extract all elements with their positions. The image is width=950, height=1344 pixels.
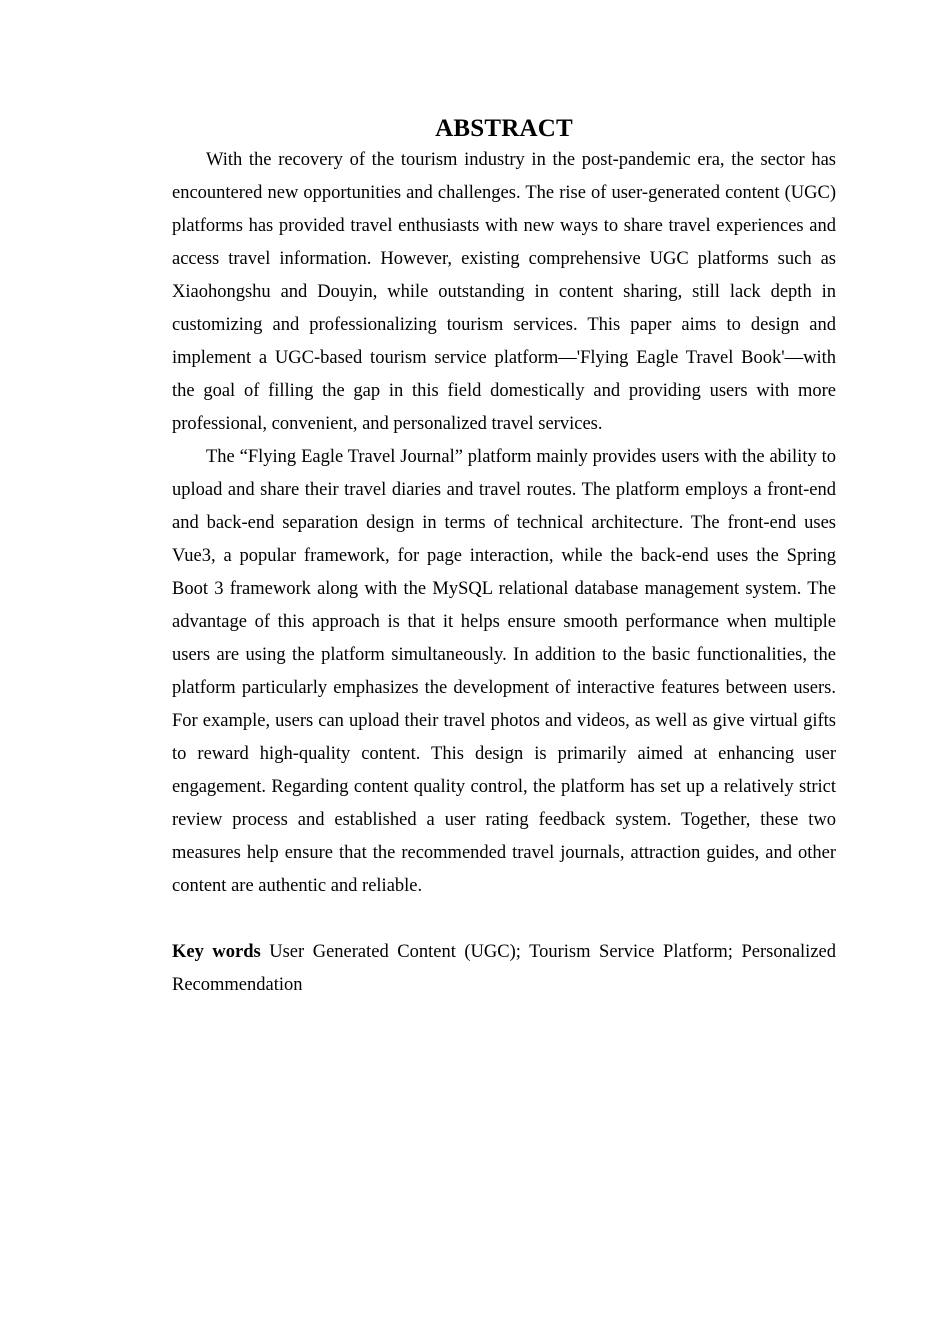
abstract-paragraph-1: With the recovery of the tourism industry in the post-pandemic era, the sector has encountered new opportunities and challenges. The rise of user-generated content (UGC) platforms has provided travel enthusiasts with new ways to share travel experiences and access travel information. However, existing comprehensive UGC platforms such as Xiaohongshu and Douyin, while outstanding in content sharing, still lack depth in customizing and professionalizing tourism services. This paper aims to design and implement a UGC-based tourism service platform—'Flying Eagle Travel Book'—with the goal of filling the gap in this field domestically and providing users with more professional, convenient, and personalized travel services. (172, 150, 836, 434)
abstract-paragraph-2: The “Flying Eagle Travel Journal” platform mainly provides users with the ability to upload and share their travel diaries and travel routes. The platform employs a front-end and back-end separation design in terms of technical architecture. The front-end uses Vue3, a popular framework, for page interaction, while the back-end uses the Spring Boot 3 framework along with the MySQL relational database management system. The advantage of this approach is that it helps ensure smooth performance when multiple users are using the platform simultaneously. In addition to the basic functionalities, the platform particularly emphasizes the development of interactive features between users. For example, users can upload their travel photos and videos, as well as give virtual gifts to reward high-quality content. This design is primarily aimed at enhancing user engagement. Regarding content quality control, the platform has set up a relatively strict review process and established a user rating feedback system. Together, these two measures help ensure that the recommended travel journals, attraction guides, and other content are authentic and reliable. (172, 447, 836, 896)
keywords-line (172, 936, 836, 1002)
abstract-section (172, 113, 836, 1002)
keywords-label: Key words (172, 942, 261, 962)
abstract-title: ABSTRACT (435, 115, 573, 142)
keywords-text: User Generated Content (UGC); Tourism Service Platform; Personalized Recommendation (172, 942, 836, 995)
